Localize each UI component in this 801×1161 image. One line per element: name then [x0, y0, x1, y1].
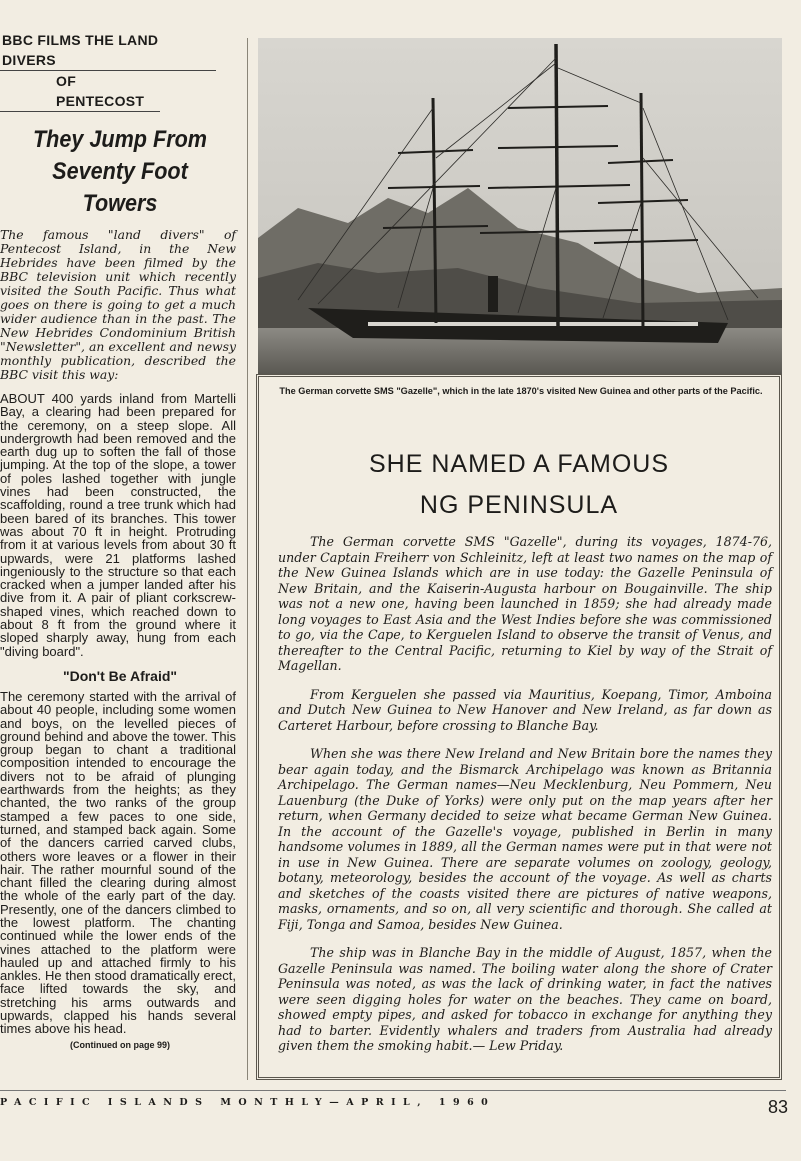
- article-paragraph-1: The German corvette SMS "Gazelle", during its voyages, 1874-76, under Captain Freiherr von Schleinitz, left at least two names on the map of the New Guinea Islands which are in use today: the Gazelle Peninsula of New Britain, and the Kaiserin-Augusta harbour on Bougainville. The ship was not a new one, having been launched in 1859; she had already made long voyages to East Asia and the West Indies before she was commissioned to go, via the Cape, to Kerguelen Island to observe the transit of Venus, and thereafter to the Central Pacific, returning to Kiel by way of the Strait of Magellan.: [278, 534, 772, 673]
- footer-rule: [0, 1090, 786, 1091]
- running-footer: PACIFIC ISLANDS MONTHLY—APRIL, 1960: [0, 1097, 496, 1108]
- column-divider: [247, 38, 248, 1080]
- article-body: [278, 534, 772, 1067]
- kicker-line-2: OF PENTECOST: [0, 71, 160, 112]
- body-paragraph-2: The ceremony started with the arrival of about 40 people, including some women and boys, on the levelled pieces of ground behind and above the tower. This group began to chant a traditional composition intended to encourage the divers not to be afraid of plunging earthwards from the heights; as they chanted, the two ranks of the group stamped a few paces to one side, turned, and stamped back again. Some of the dancers carried carved clubs, others wore leaves or a flower in their hair. The rather mournful sound of the chant filled the clearing during almost the whole of the early part of the day. Presently, one of the dancers climbed to the lowest platform. The chanting continued while the lower ends of the vines attached to the platform were hauled up and attached firmly to his ankles. He then stood dramatically erect, face lifted towards the sky, and stretching his arms outwards and upwards, clapped his hands several times above his head.: [0, 688, 236, 1037]
- article-title-line-1: SHE NAMED A FAMOUS: [368, 450, 669, 478]
- kicker-line-1: BBC FILMS THE LAND DIVERS: [0, 30, 216, 71]
- headline: [12, 124, 228, 220]
- headline-line-1: They Jump From: [32, 126, 208, 153]
- article-paragraph-4: The ship was in Blanche Bay in the middle of August, 1857, when the Gazelle Peninsula was named. The boiling water along the shore of Crater Peninsula was noted, as was the lack of drinking water, in fact the natives were seen digging holes for water on the beaches. They came on board, showed empty pipes, and asked for tobacco in exchange for anything they had to barter. Evidently whalers and traders from Australia had already given them the smoking habit.— Lew Priday.: [278, 945, 772, 1053]
- photo-caption: The German corvette SMS "Gazelle", which in the late 1870's visited New Guinea and other parts of the Pacific.: [279, 386, 763, 396]
- ship-photo: [258, 38, 782, 374]
- subhead: "Don't Be Afraid": [62, 667, 178, 684]
- left-column-article: [0, 30, 240, 1080]
- ship-illustration: [258, 38, 782, 374]
- intro-paragraph: The famous "land divers" of Pentecost Island, in the New Hebrides have been filmed by the BBC television unit which recently visited the South Pacific. Thus what goes on there is going to get a much wider audience than in the past. The New Hebrides Condominium British "Newsletter", an excellent and newsy monthly publication, described the BBC visit this way:: [0, 227, 236, 382]
- article-paragraph-2: From Kerguelen she passed via Mauritius, Koepang, Timor, Amboina and Dutch New Guinea to New Hanover and New Ireland, as far down as Carteret Harbour, before crossing to Blanche Bay.: [278, 686, 772, 733]
- body-paragraph-1: ABOUT 400 yards inland from Martelli Bay, a clearing had been prepared for the ceremony, on a steep slope. All undergrowth had been removed and the earth dug up to soften the fall of those jumping. At the top of the slope, a tower of poles lashed together with jungle vines had been constructed, the scaffolding, round a tree trunk which had been bared of its branches. This tower was about 70 ft in height. Protruding from it at various levels from about 30 ft upwards, were 21 platforms lashed ingeniously to the structure so that each cracked when a jumper landed after his dive from it. A pair of pliant corkscrew-shaped vines, which reached down to about 8 ft from the ground where it sloped sharply away, hung from each "diving board".: [0, 391, 236, 659]
- article-title: [290, 444, 748, 526]
- article-paragraph-3: When she was there New Ireland and New Britain bore the names they bear again today, and the Bismarck Archipelago was known as Britannia Archipelago. The German names—Neu Mecklenburg, Neu Pommern, Neu Lauenburg (the Duke of Yorks) were only put on the map years after her return, when Germany decided to seize what became German New Guinea. In the account of the Gazelle's voyage, published in Berlin in many handsome volumes in 1889, all the German names were put in that were not in use in New Guinea. There are separate volumes on zoology, geology, botany, meteorology, besides the account of the voyage. As well as charts and sketches of the coasts visited there are pictures of native weapons, masks, ornaments, and so on, all very scientific and thorough. She called at Fiji, Tonga and Samoa, besides New Guinea.: [278, 746, 772, 932]
- article-title-line-2: NG PENINSULA: [419, 491, 619, 519]
- page-number: 83: [768, 1097, 789, 1117]
- headline-line-3: Towers: [82, 190, 158, 217]
- headline-line-2: Seventy Foot: [52, 158, 188, 185]
- continued-note: (Continued on page 99): [70, 1039, 170, 1050]
- kicker: [0, 30, 240, 112]
